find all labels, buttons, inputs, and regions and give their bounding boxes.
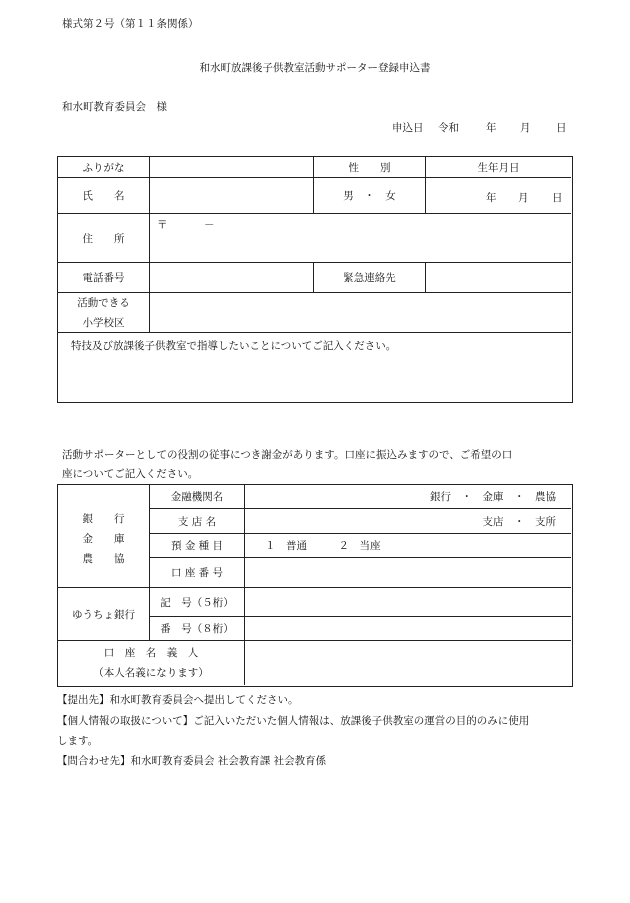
bank-group-line2: 金 庫 bbox=[82, 533, 125, 545]
submit-to-note: 【提出先】和水町教育委員会へ提出してください。 bbox=[57, 694, 299, 706]
addressee: 和水町教育委員会 様 bbox=[62, 101, 167, 113]
deposit-type-options[interactable]: １ 普通 ２ 当座 bbox=[265, 540, 381, 552]
contact-note: 【問合わせ先】和水町教育委員会 社会教育課 社会教育係 bbox=[57, 755, 327, 767]
name-field[interactable] bbox=[150, 178, 313, 213]
birth-month-label: 月 bbox=[518, 192, 529, 204]
payment-note-line1: 活動サポーターとしての役割の従事につき謝金があります。口座に振込みますので、ご希望の口 bbox=[62, 449, 513, 461]
payment-note-line2: 座についてご記入ください。 bbox=[62, 468, 199, 480]
deposit-type-label: 預 金 種 目 bbox=[170, 540, 223, 552]
bank-group-line3: 農 協 bbox=[82, 553, 125, 565]
school-district-label bbox=[58, 293, 149, 332]
number-field[interactable] bbox=[245, 617, 571, 640]
gender-options[interactable]: 男 ・ 女 bbox=[343, 190, 396, 202]
account-holder-label bbox=[58, 641, 244, 685]
gender-label: 性 別 bbox=[348, 161, 391, 174]
day-label: 日 bbox=[556, 122, 567, 134]
privacy-note-line2: します。 bbox=[57, 735, 99, 747]
document-title: 和水町放課後子供教室活動サポーター登録申込書 bbox=[199, 62, 431, 74]
number-label: 番 号（８桁） bbox=[160, 623, 234, 635]
symbol-label: 記 号（５桁） bbox=[160, 596, 234, 609]
school-district-field[interactable] bbox=[150, 293, 571, 332]
school-label-line2: 小学校区 bbox=[82, 316, 125, 329]
era-label: 令和 bbox=[438, 122, 459, 134]
postal-mark: 〒 bbox=[157, 219, 168, 231]
month-label: 月 bbox=[520, 122, 531, 134]
form-number: 様式第２号（第１１条関係） bbox=[62, 18, 199, 30]
account-holder-field[interactable] bbox=[245, 641, 571, 685]
birthdate-label: 生年月日 bbox=[477, 161, 520, 174]
furigana-field[interactable] bbox=[150, 157, 313, 177]
application-date-label: 申込日 bbox=[392, 122, 424, 134]
account-number-field[interactable] bbox=[245, 558, 571, 587]
skills-field[interactable] bbox=[58, 353, 571, 401]
name-label: 氏 名 bbox=[82, 190, 125, 202]
bank-group-line1: 銀 行 bbox=[82, 513, 125, 525]
holder-note: （本人名義になります） bbox=[93, 667, 209, 679]
phone-label: 電話番号 bbox=[82, 272, 125, 284]
privacy-note-line1: 【個人情報の取扱について】ご記入いただいた個人情報は、放課後子供教室の運営の目的のみに使用 bbox=[57, 715, 530, 727]
holder-label: 口 座 名 義 人 bbox=[103, 647, 199, 659]
skills-prompt: 特技及び放課後子供教室で指導したいことについてご記入ください。 bbox=[71, 340, 397, 352]
emergency-contact-field[interactable] bbox=[426, 263, 571, 292]
symbol-field[interactable] bbox=[245, 588, 571, 616]
institution-options[interactable]: 銀行 ・ 金庫 ・ 農協 bbox=[430, 491, 556, 503]
bank-group-label bbox=[58, 499, 149, 579]
year-label: 年 bbox=[486, 122, 497, 134]
emergency-contact-label: 緊急連絡先 bbox=[343, 272, 396, 284]
branch-label: 支 店 名 bbox=[177, 515, 217, 528]
postal-dash: － bbox=[204, 219, 215, 231]
account-number-label: 口 座 番 号 bbox=[170, 567, 223, 579]
phone-field[interactable] bbox=[150, 263, 313, 292]
bank-table bbox=[57, 484, 573, 687]
school-label-line1: 活動できる bbox=[77, 296, 130, 309]
birth-year-label: 年 bbox=[486, 192, 497, 204]
yucho-label: ゆうちょ銀行 bbox=[72, 608, 135, 621]
branch-options[interactable]: 支店 ・ 支所 bbox=[482, 515, 556, 528]
birth-day-label: 日 bbox=[552, 192, 563, 204]
applicant-table bbox=[57, 156, 573, 403]
address-label: 住 所 bbox=[82, 232, 125, 245]
furigana-label: ふりがな bbox=[82, 161, 125, 174]
institution-label: 金融機関名 bbox=[170, 491, 224, 503]
